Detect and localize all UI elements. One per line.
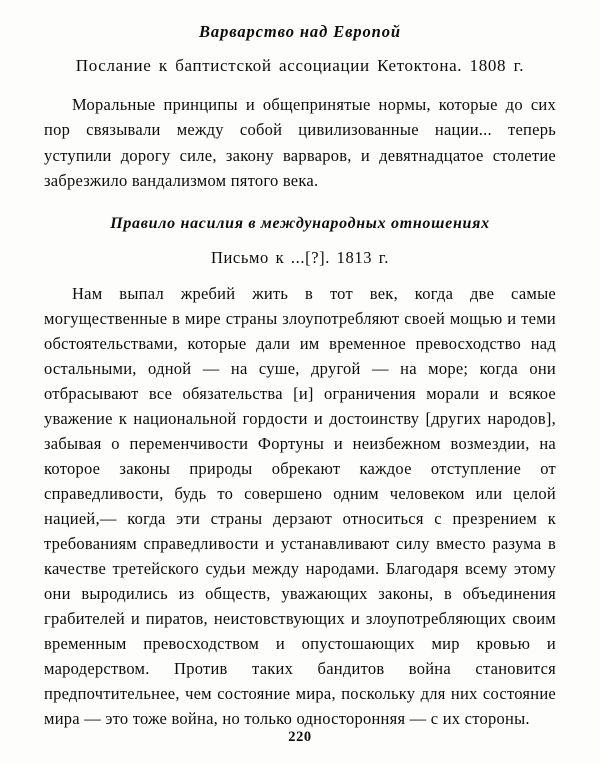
source-line-ketokton: Послание к баптистской ассоциации Кетоктона. 1808 г. [75,56,525,75]
paragraph-violence-rule: Нам выпал жребий жить в тот век, когда две самые могущественные в мире страны злоупотребляют своей мощью и теми обстоятельствами, которые дали им временное превосходство над остальными, одной — на суше, другой — на море; когда они отбрасывают все обязательства [и] ограничения морали и всякое уважение к национальной гордости и достоинству [других народов], забывая о переменчивости Фортуны и неизбежном возмездии, на которое законы природы обрекают каждое отступление от справедливости, будь то совершено одним человеком или целой нацией,— когда эти страны дерзают относиться с презрением к требованиям справедливости и устанавливают силу вместо разума в качестве третейского судьи между народами. Благодаря всему этому они выродились из обществ, уважающих законы, в объединения грабителей и пиратов, неистовствующих и злоупотребляющих своим временным превосходством и опустошающих мир кровью и мародерством. Против таких бандитов война становится предпочтительнее, чем состояние мира, поскольку для них состояние мира — это тоже война, но только односторонняя — с их стороны. [44,283,556,728]
page-number: 220 [288,729,312,745]
section-title-violence-rule: Правило насилия в международных отношениях [110,214,490,232]
running-head: Варварство над Европой [199,22,401,41]
paragraph-ketokton: Моральные принципы и общепринятые нормы, которые до сих пор связывали между собой цивилизованные нации... теперь уступили дорогу силе, закону варваров, и девятнадцатое столетие забрезжило вандализмом пятого века. [44,95,556,191]
text-column [44,56,556,731]
letter-line-1813: Письмо к ...[?]. 1813 г. [210,247,390,267]
